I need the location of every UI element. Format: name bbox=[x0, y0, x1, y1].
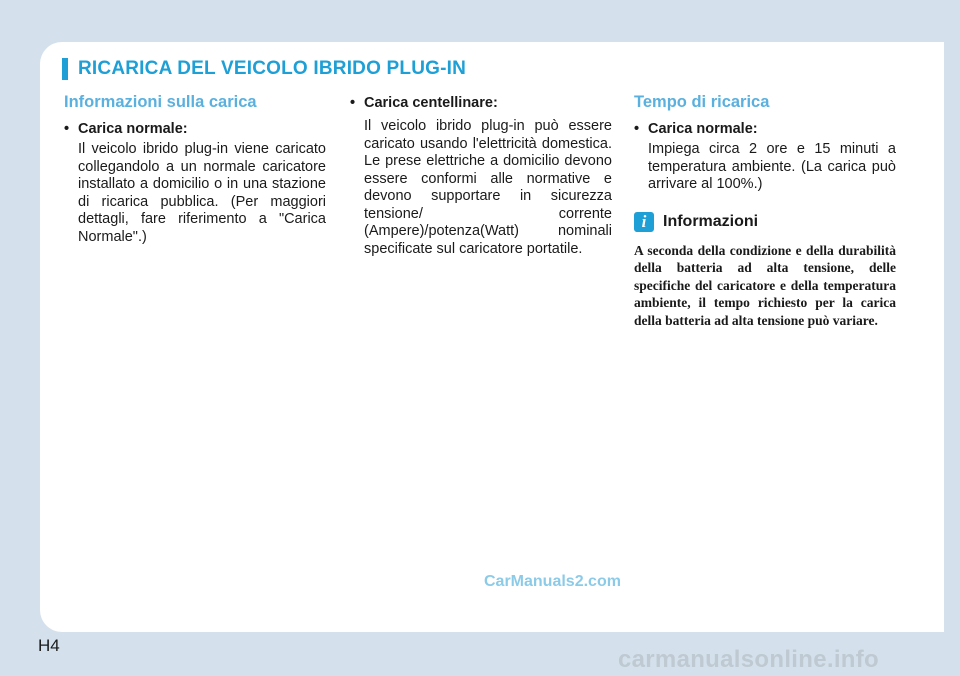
watermark-link[interactable]: CarManuals2.com bbox=[484, 573, 621, 590]
paragraph-charging-time: Impiega circa 2 ore e 15 minuti a temperatura ambiente. (La carica può arrivare al 100%.) bbox=[648, 141, 896, 192]
info-icon: i bbox=[634, 212, 654, 232]
info-text: A seconda della condizione e della durabilità della batteria ad alta tensione, delle specifiche del caricatore e della temperatura ambiente, il tempo richiesto per la carica della batteria ad alta tensione può variare. bbox=[634, 242, 896, 328]
header-accent-bar bbox=[62, 58, 68, 80]
page-number: H4 bbox=[38, 636, 60, 655]
bullet-dot: • bbox=[634, 121, 640, 137]
column-trickle-charge bbox=[350, 92, 612, 258]
bullet-label: Carica normale: bbox=[78, 121, 188, 137]
bullet-dot: • bbox=[350, 95, 356, 111]
footer-watermark: carmanualsonline.info bbox=[618, 646, 880, 673]
bullet-label: Carica normale: bbox=[648, 121, 758, 137]
info-title: Informazioni bbox=[663, 212, 759, 230]
paragraph-normal-charge: Il veicolo ibrido plug-in viene caricato collegandolo a un normale caricatore installato a domicilio o in una stazione di ricarica pubblica. (Per maggiori dettagli, fare riferimento a "Carica Normale".) bbox=[78, 141, 326, 245]
section-header bbox=[62, 57, 466, 81]
section-title: RICARICA DEL VEICOLO IBRIDO PLUG-IN bbox=[78, 58, 467, 79]
bullet-dot: • bbox=[64, 121, 70, 137]
bullet-trickle-charge bbox=[350, 94, 612, 112]
column-charging-info bbox=[64, 92, 326, 246]
subtitle-charging-time: Tempo di ricarica bbox=[634, 93, 770, 111]
subtitle-charging-info: Informazioni sulla carica bbox=[64, 93, 257, 111]
column-charging-time bbox=[634, 92, 896, 329]
bullet-normal-charge-time bbox=[634, 120, 896, 138]
paragraph-trickle-charge: Il veicolo ibrido plug-in può essere caricato usando l'elettricità domestica. Le prese elettriche a domicilio devono essere conformi alle normative e devono supportare in sicurezza tensione/ corrente (Ampere)/potenza(Watt) nominali specificate sul caricatore portatile. bbox=[364, 118, 612, 257]
bullet-label: Carica centellinare: bbox=[364, 95, 498, 111]
bullet-normal-charge bbox=[64, 120, 326, 138]
info-box-header bbox=[634, 212, 896, 232]
